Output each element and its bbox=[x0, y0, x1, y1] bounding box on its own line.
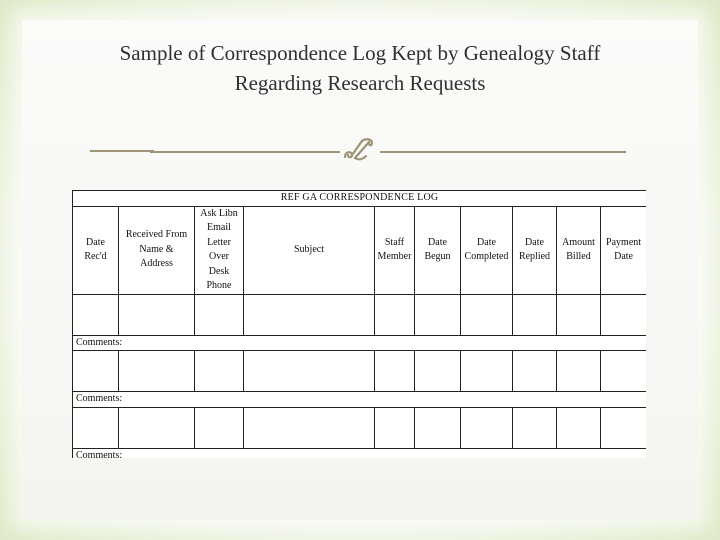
col-ask-libn bbox=[195, 206, 244, 294]
table-row bbox=[73, 407, 647, 448]
column-header-line: Payment bbox=[606, 236, 642, 248]
column-header-line: Member bbox=[377, 251, 412, 262]
col-staff-member bbox=[375, 206, 415, 294]
title-divider bbox=[90, 138, 630, 162]
log-table bbox=[72, 190, 646, 458]
col-date-completed bbox=[461, 206, 513, 294]
column-header-line: Desk bbox=[208, 265, 230, 277]
column-header-line: Billed bbox=[566, 251, 591, 262]
correspondence-log-form bbox=[72, 190, 646, 458]
col-date-replied bbox=[513, 206, 557, 294]
column-header-line: Date bbox=[614, 251, 633, 262]
title-line-2: Regarding Research Requests bbox=[234, 71, 486, 95]
col-date-recd bbox=[73, 206, 119, 294]
column-header-line: Phone bbox=[206, 280, 232, 291]
scroll-flourish-icon bbox=[342, 138, 376, 162]
column-header-line: Subject bbox=[294, 243, 324, 255]
comments-row bbox=[73, 448, 647, 458]
divider-rule-right bbox=[380, 151, 626, 153]
comments-row bbox=[73, 335, 647, 351]
comments-label: Comments: bbox=[73, 335, 647, 351]
column-header-line: Replied bbox=[518, 251, 551, 262]
col-subject bbox=[244, 206, 375, 294]
column-header-line: Date bbox=[428, 236, 447, 248]
log-heading: REF GA CORRESPONDENCE LOG bbox=[73, 191, 647, 207]
column-header-line: Rec'd bbox=[84, 251, 107, 262]
col-amount-billed bbox=[557, 206, 601, 294]
column-header-line: Received From bbox=[125, 229, 188, 241]
slide-title bbox=[0, 38, 720, 98]
title-line-1: Sample of Correspondence Log Kept by Genealogy Staff bbox=[119, 41, 601, 65]
col-date-begun bbox=[415, 206, 461, 294]
divider-rule-left bbox=[150, 151, 340, 153]
column-header-line: Begun bbox=[424, 251, 451, 262]
column-header-line: Ask Libn bbox=[200, 207, 238, 219]
column-header-line: Over bbox=[209, 251, 229, 262]
comments-label: Comments: bbox=[73, 392, 647, 408]
column-header-line: Email bbox=[207, 222, 231, 233]
column-header-line: Completed bbox=[464, 251, 509, 262]
log-header-row bbox=[73, 206, 647, 294]
divider-rule-left-short bbox=[90, 150, 154, 152]
col-payment-date bbox=[601, 206, 647, 294]
table-row bbox=[73, 294, 647, 335]
col-received-from bbox=[119, 206, 195, 294]
column-header-line: Address bbox=[140, 258, 173, 270]
table-row bbox=[73, 351, 647, 392]
column-header-line: Amount bbox=[562, 236, 595, 248]
column-header-line: Date bbox=[477, 236, 496, 248]
column-header-line: Date bbox=[525, 236, 544, 248]
column-header-line: Letter bbox=[207, 236, 231, 248]
column-header-line: Name & bbox=[139, 243, 174, 255]
comments-row bbox=[73, 392, 647, 408]
column-header-line: Staff bbox=[384, 236, 405, 248]
comments-label: Comments: bbox=[73, 448, 647, 458]
column-header-line: Date bbox=[86, 236, 105, 248]
